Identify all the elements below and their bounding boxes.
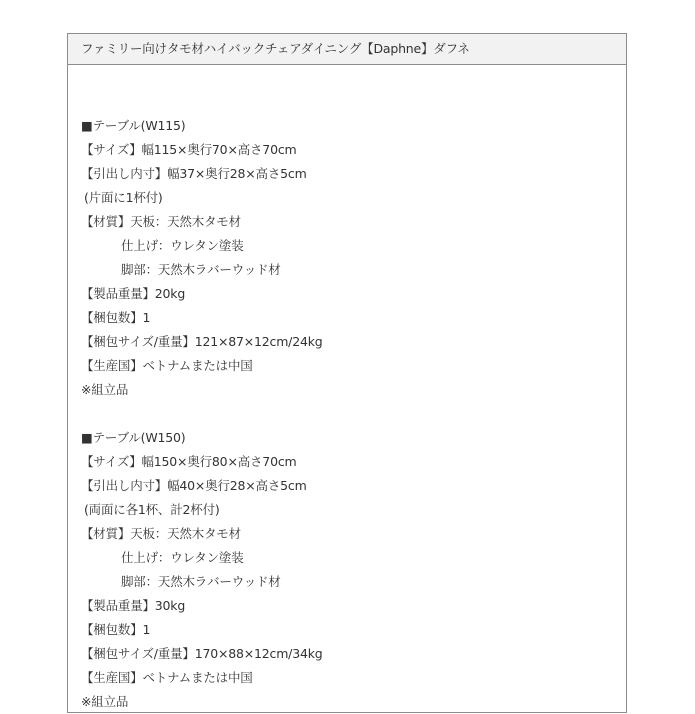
spec-country-of-origin: 【生産国】ベトナムまたは中国	[81, 670, 253, 685]
spec-material-finish: 仕上げ：ウレタン塗装	[121, 238, 244, 253]
spec-body	[68, 65, 626, 714]
spec-section-heading: ■テーブル(W115)	[81, 118, 186, 133]
spec-package-count: 【梱包数】1	[81, 622, 151, 637]
spec-package-count: 【梱包数】1	[81, 310, 151, 325]
spec-section-w115	[81, 114, 626, 402]
spec-material-finish: 仕上げ：ウレタン塗装	[121, 550, 244, 565]
spec-drawer-inner-size: 【引出し内寸】幅40×奥行28×高さ5cm	[81, 478, 307, 493]
spec-section-heading: ■テーブル(W150)	[81, 430, 186, 445]
spec-box	[67, 33, 627, 713]
spec-material-top: 【材質】天板：天然木タモ材	[81, 526, 241, 541]
spec-package-size-weight: 【梱包サイズ/重量】121×87×12cm/24kg	[81, 334, 323, 349]
spec-drawer-note: (両面に各1杯、計2杯付)	[84, 502, 220, 517]
spec-size: 【サイズ】幅115×奥行70×高さ70cm	[81, 142, 297, 157]
spec-product-weight: 【製品重量】30kg	[81, 598, 186, 613]
spec-size: 【サイズ】幅150×奥行80×高さ70cm	[81, 454, 297, 469]
spec-material-top: 【材質】天板：天然木タモ材	[81, 214, 241, 229]
spec-drawer-inner-size: 【引出し内寸】幅37×奥行28×高さ5cm	[81, 166, 307, 181]
spec-material-legs: 脚部：天然木ラバーウッド材	[121, 262, 281, 277]
spec-country-of-origin: 【生産国】ベトナムまたは中国	[81, 358, 253, 373]
spec-assembly-note: ※組立品	[81, 694, 129, 709]
spec-product-weight: 【製品重量】20kg	[81, 286, 186, 301]
spec-section-w150	[81, 426, 626, 714]
spec-assembly-note: ※組立品	[81, 382, 129, 397]
spec-header-title: ファミリー向けタモ材ハイバックチェアダイニング【Daphne】ダフネ	[68, 34, 626, 65]
spec-drawer-note: (片面に1杯付)	[84, 190, 163, 205]
spec-package-size-weight: 【梱包サイズ/重量】170×88×12cm/34kg	[81, 646, 323, 661]
spec-material-legs: 脚部：天然木ラバーウッド材	[121, 574, 281, 589]
